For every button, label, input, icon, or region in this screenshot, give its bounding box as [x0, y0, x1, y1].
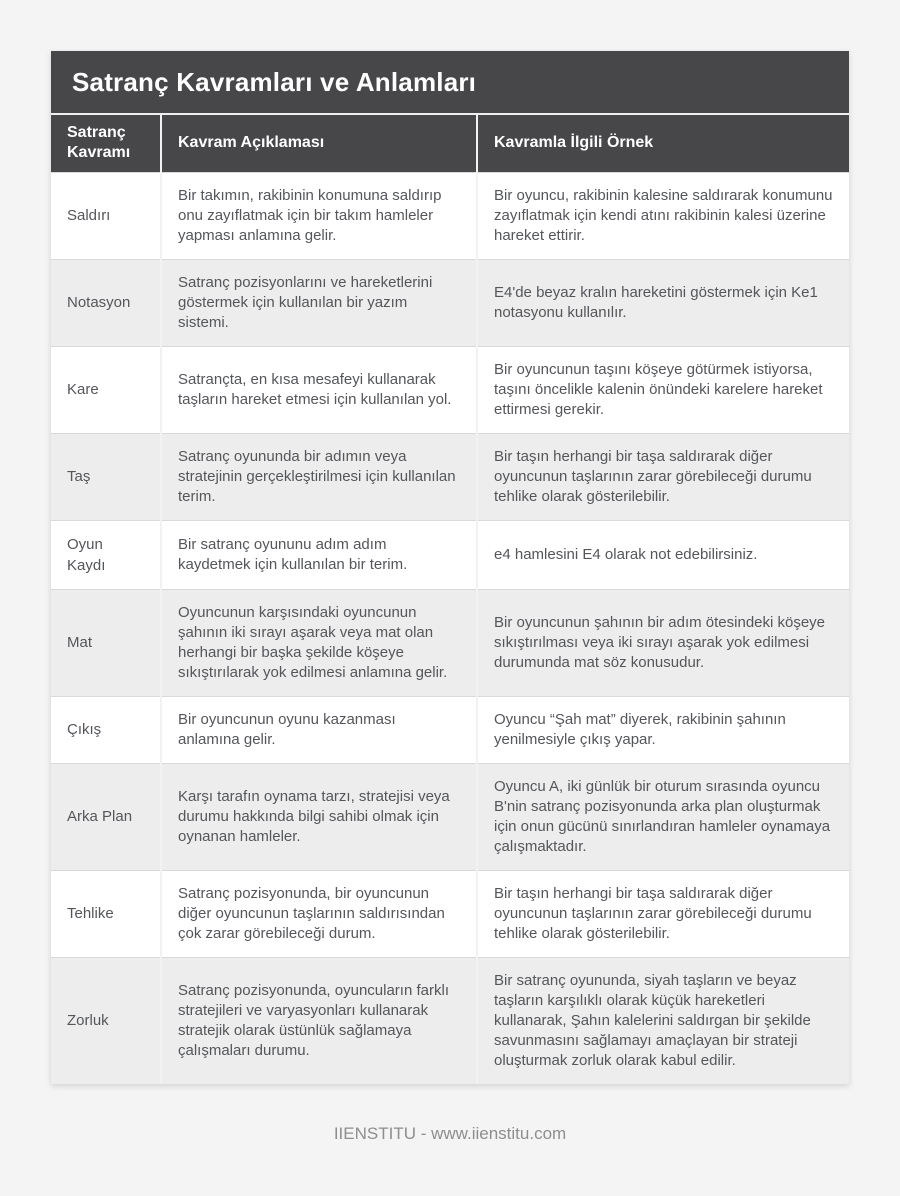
table-row: [51, 957, 849, 1084]
example-cell: Bir taşın herhangi bir taşa saldırarak diğer oyuncunun taşlarının zarar görebileceği durumu tehlike olarak gösterilebilir.: [477, 870, 849, 957]
description-cell: Satranç oyununda bir adımın veya stratejinin gerçekleştirilmesi için kullanılan terim.: [161, 433, 477, 520]
concept-table: [51, 115, 849, 1084]
description-cell: Bir satranç oyununu adım adım kaydetmek için kullanılan bir terim.: [161, 520, 477, 589]
example-cell: Bir taşın herhangi bir taşa saldırarak diğer oyuncunun taşlarının zarar görebileceği durumu tehlike olarak gösterilebilir.: [477, 433, 849, 520]
footer-credit: IIENSTITU - www.iienstitu.com: [333, 1124, 567, 1143]
term-cell: Mat: [51, 589, 161, 696]
description-cell: Satranç pozisyonunda, bir oyuncunun diğer oyuncunun taşlarının saldırısından çok zarar görebileceği durum.: [161, 870, 477, 957]
example-cell: Bir oyuncu, rakibinin kalesine saldırarak konumunu zayıflatmak için kendi atını rakibinin kalesi üzerine hareket ettirir.: [477, 172, 849, 259]
table-row: [51, 696, 849, 763]
example-cell: Bir oyuncunun taşını köşeye götürmek istiyorsa, taşını öncelikle kalenin önündeki karelere hareket ettirmesi gerekir.: [477, 346, 849, 433]
term-cell: Taş: [51, 433, 161, 520]
example-cell: E4'de beyaz kralın hareketini göstermek için Ke1 notasyonu kullanılır.: [477, 259, 849, 346]
example-cell: Bir satranç oyununda, siyah taşların ve beyaz taşların karşılıklı olarak küçük hareketleri kullanarak, Şahın kalelerini saldırgan bir şekilde savunmasını sağlamayı amaçlayan bir strateji oluşturmak zorluk olarak kabul edilir.: [477, 957, 849, 1084]
description-cell: Satranç pozisyonlarını ve hareketlerini göstermek için kullanılan bir yazım sistemi.: [161, 259, 477, 346]
header-row: [51, 115, 849, 172]
table-row: [51, 433, 849, 520]
description-cell: Bir oyuncunun oyunu kazanması anlamına gelir.: [161, 696, 477, 763]
table-row: [51, 520, 849, 589]
term-cell: Kare: [51, 346, 161, 433]
example-cell: e4 hamlesini E4 olarak not edebilirsiniz.: [477, 520, 849, 589]
concept-table-card: [51, 51, 849, 1084]
table-row: [51, 589, 849, 696]
table-row: [51, 259, 849, 346]
term-cell: Tehlike: [51, 870, 161, 957]
example-cell: Oyuncu “Şah mat” diyerek, rakibinin şahının yenilmesiyle çıkış yapar.: [477, 696, 849, 763]
term-cell: Notasyon: [51, 259, 161, 346]
page-title: Satranç Kavramları ve Anlamları: [51, 51, 849, 115]
term-cell: Arka Plan: [51, 763, 161, 870]
term-cell: Saldırı: [51, 172, 161, 259]
description-cell: Bir takımın, rakibinin konumuna saldırıp onu zayıflatmak için bir takım hamleler yapması anlamına gelir.: [161, 172, 477, 259]
table-row: [51, 346, 849, 433]
column-header-example: Kavramla İlgili Örnek: [477, 115, 849, 172]
column-header-description: Kavram Açıklaması: [161, 115, 477, 172]
description-cell: Karşı tarafın oynama tarzı, stratejisi veya durumu hakkında bilgi sahibi olmak için oynanan hamleler.: [161, 763, 477, 870]
table-row: [51, 870, 849, 957]
term-cell: Çıkış: [51, 696, 161, 763]
term-cell: Zorluk: [51, 957, 161, 1084]
example-cell: Bir oyuncunun şahının bir adım ötesindeki köşeye sıkıştırılması veya iki sırayı aşarak yok edilmesi durumunda mat söz konusudur.: [477, 589, 849, 696]
description-cell: Satranç pozisyonunda, oyuncuların farklı stratejileri ve varyasyonları kullanarak stratejik olarak üstünlük sağlamaya çalışmaları durumu.: [161, 957, 477, 1084]
table-row: [51, 763, 849, 870]
term-cell: Oyun Kaydı: [51, 520, 161, 589]
example-cell: Oyuncu A, iki günlük bir oturum sırasında oyuncu B'nin satranç pozisyonunda arka plan oluşturmak için onun gücünü sınırlandıran hamleler oynamaya çalışmaktadır.: [477, 763, 849, 870]
concept-table-body: [51, 172, 849, 1084]
description-cell: Oyuncunun karşısındaki oyuncunun şahının iki sırayı aşarak veya mat olan herhangi bir başka şekilde köşeye sıkıştırılarak yok edilmesi anlamına gelir.: [161, 589, 477, 696]
column-header-term: Satranç Kavramı: [51, 115, 161, 172]
table-row: [51, 172, 849, 259]
description-cell: Satrançta, en kısa mesafeyi kullanarak taşların hareket etmesi için kullanılan yol.: [161, 346, 477, 433]
